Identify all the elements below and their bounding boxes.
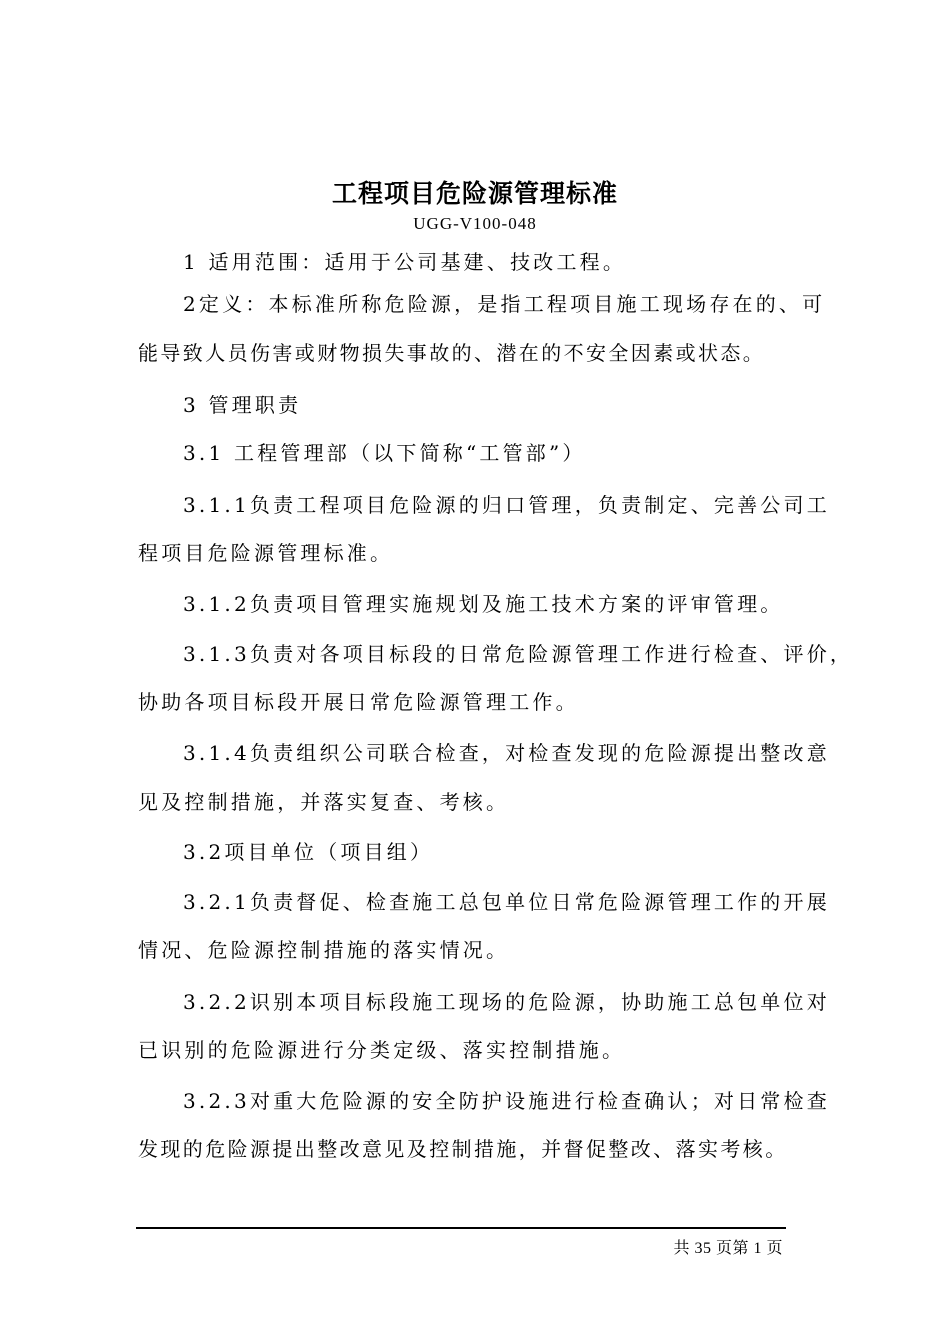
section-3-1-3-cont: 协助各项目标段开展日常危险源管理工作。 bbox=[138, 690, 579, 714]
section-3-heading: 3 管理职责 bbox=[183, 393, 302, 417]
footer-divider bbox=[136, 1227, 786, 1229]
section-3-2-2: 3.2.2识别本项目标段施工现场的危险源，协助施工总包单位对 bbox=[183, 990, 830, 1014]
section-3-1-4: 3.1.4负责组织公司联合检查，对检查发现的危险源提出整改意 bbox=[183, 741, 830, 765]
section-3-2-3-cont: 发现的危险源提出整改意见及控制措施，并督促整改、落实考核。 bbox=[138, 1137, 788, 1161]
section-3-1-2: 3.1.2负责项目管理实施规划及施工技术方案的评审管理。 bbox=[183, 592, 784, 616]
section-3-2-3: 3.2.3对重大危险源的安全防护设施进行检查确认；对日常检查 bbox=[183, 1089, 830, 1113]
section-3-1-1-cont: 程项目危险源管理标准。 bbox=[138, 541, 394, 565]
document-code: UGG-V100-048 bbox=[413, 214, 537, 233]
section-1-scope: 1 适用范围：适用于公司基建、技改工程。 bbox=[183, 250, 627, 274]
section-3-2-1: 3.2.1负责督促、检查施工总包单位日常危险源管理工作的开展 bbox=[183, 890, 830, 914]
page-number: 共 35 页第 1 页 bbox=[673, 1240, 783, 1257]
section-3-2-2-cont: 已识别的危险源进行分类定级、落实控制措施。 bbox=[138, 1038, 626, 1062]
document-title: 工程项目危险源管理标准 bbox=[331, 179, 618, 208]
section-3-2-heading: 3.2项目单位（项目组） bbox=[183, 840, 434, 864]
section-2-definition: 2定义：本标准所称危险源，是指工程项目施工现场存在的、可 bbox=[183, 292, 826, 316]
section-3-1-1: 3.1.1负责工程项目危险源的归口管理，负责制定、完善公司工 bbox=[183, 493, 830, 517]
section-2-definition-cont: 能导致人员伤害或财物损失事故的、潜在的不安全因素或状态。 bbox=[138, 341, 766, 365]
section-3-1-heading: 3.1 工程管理部（以下简称“工管部”） bbox=[183, 441, 586, 465]
section-3-2-1-cont: 情况、危险源控制措施的落实情况。 bbox=[138, 938, 510, 962]
section-3-1-3: 3.1.3负责对各项目标段的日常危险源管理工作进行检查、评价， bbox=[183, 642, 854, 666]
section-3-1-4-cont: 见及控制措施，并落实复查、考核。 bbox=[138, 790, 510, 814]
